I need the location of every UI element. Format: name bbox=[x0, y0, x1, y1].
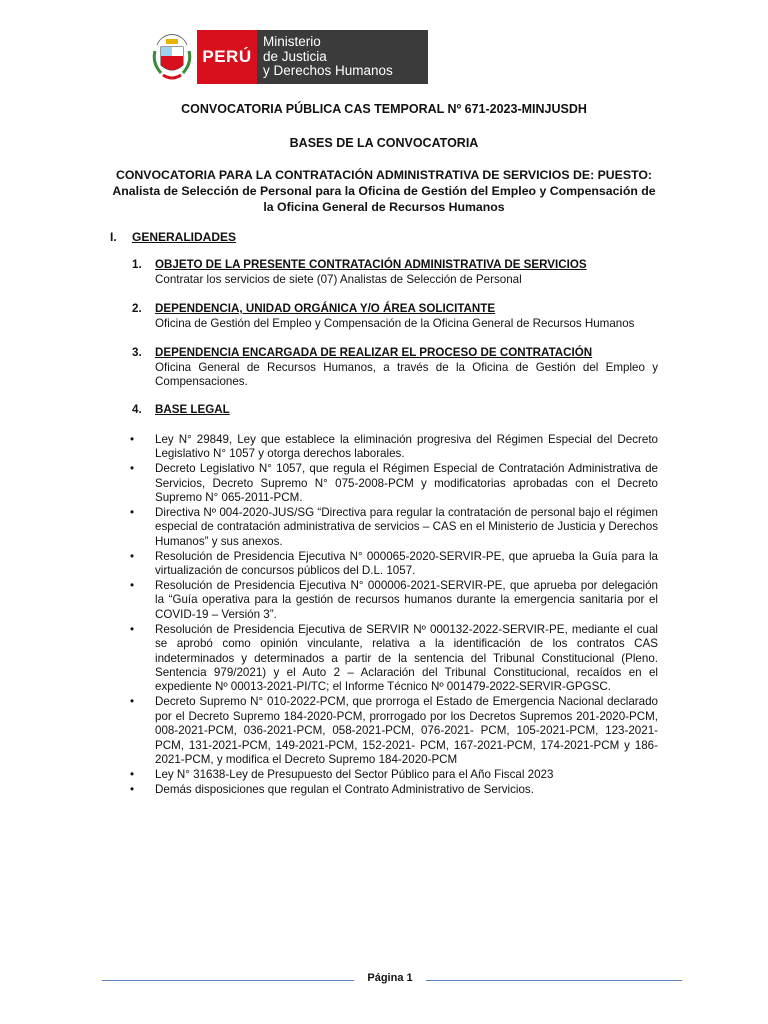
item-heading: BASE LEGAL bbox=[155, 403, 230, 416]
item-body: Oficina General de Recursos Humanos, a través de la Oficina de Gestión del Empleo y Compensaciones. bbox=[155, 360, 658, 388]
bullet-text: Resolución de Presidencia Ejecutiva de SERVIR Nº 000132-2022-SERVIR-PE, mediante el cual se aprobó como opinión vinculante, relativa a la identificación de los contratos CAS indeterminados y determinados a partir de la sentencia del Tribunal Constitucional (Pleno. Sentencia 979/2021) y el Auto 2 – Aclaración del Tribunal Constitucional, recaídos en el expediente Nº 00013-2021-PI/TC; el Informe Técnico Nº 001479-2022-SERVIR-GPGSC. bbox=[155, 622, 658, 694]
section-heading bbox=[110, 230, 236, 244]
document-subtitle: BASES DE LA CONVOCATORIA bbox=[289, 136, 479, 150]
bullet-text: Ley N° 31638-Ley de Presupuesto del Sector Público para el Año Fiscal 2023 bbox=[155, 767, 554, 781]
item-heading: DEPENDENCIA ENCARGADA DE REALIZAR EL PROCESO DE CONTRATACIÓN bbox=[155, 346, 593, 359]
ministry-line-2: de Justicia bbox=[263, 48, 327, 64]
item-heading: OBJETO DE LA PRESENTE CONTRATACIÓN ADMINISTRATIVA DE SERVICIOS bbox=[155, 258, 587, 271]
item-number: 3. bbox=[132, 346, 142, 359]
peru-coat-of-arms-icon bbox=[146, 30, 197, 84]
bullet-icon: • bbox=[130, 695, 135, 709]
list-item bbox=[128, 783, 658, 797]
ministry-line-3: y Derechos Humanos bbox=[263, 63, 393, 79]
bullet-text: Ley N° 29849, Ley que establece la eliminación progresiva del Régimen Especial del Decreto Legislativo N° 1057 y otorga derechos laborales. bbox=[155, 433, 658, 461]
bullet-icon: • bbox=[130, 506, 135, 520]
position-title: CONVOCATORIA PARA LA CONTRATACIÓN ADMINISTRATIVA DE SERVICIOS DE: PUESTO: Analista de Selección de Personal para la Oficina de Gestión del Empleo y Compensación de la Oficina General de Recursos Humanos bbox=[112, 168, 656, 214]
list-item bbox=[128, 550, 658, 579]
section-label: GENERALIDADES bbox=[132, 230, 237, 244]
item-number: 4. bbox=[132, 403, 142, 416]
item-body: Oficina de Gestión del Empleo y Compensación de la Oficina General de Recursos Humanos bbox=[155, 316, 635, 330]
item-heading: DEPENDENCIA, UNIDAD ORGÁNICA Y/O ÁREA SOLICITANTE bbox=[155, 302, 496, 315]
bullet-icon: • bbox=[130, 767, 135, 781]
bullet-text: Resolución de Presidencia Ejecutiva N° 000006-2021-SERVIR-PE, que aprueba por delegación la “Guía operativa para la gestión de recursos humanos durante la emergencia sanitaria por el COVID-19 – Versión 3”. bbox=[155, 579, 658, 621]
item-number: 1. bbox=[132, 258, 142, 271]
document-title: CONVOCATORIA PÚBLICA CAS TEMPORAL Nº 671-2023-MINJUSDH bbox=[181, 102, 587, 116]
list-item bbox=[132, 346, 658, 390]
list-item bbox=[128, 768, 658, 782]
list-item bbox=[132, 258, 658, 287]
list-item bbox=[128, 462, 658, 505]
bullet-icon: • bbox=[130, 622, 135, 636]
page-number: Página 1 bbox=[354, 972, 426, 984]
legal-basis-list bbox=[128, 433, 658, 798]
bullet-text: Directiva Nº 004-2020-JUS/SG “Directiva para regular la contratación de personal bajo el régimen especial de contratación administrativa de servicios – CAS en el Ministerio de Justicia y Derechos Humanos” y sus anexos. bbox=[155, 506, 658, 548]
bullet-icon: • bbox=[130, 782, 135, 796]
ministry-logo-header bbox=[146, 30, 428, 84]
bullet-icon: • bbox=[130, 462, 135, 476]
list-item bbox=[128, 695, 658, 767]
ministry-name bbox=[257, 30, 428, 84]
bullet-text: Demás disposiciones que regulan el Contrato Administrativo de Servicios. bbox=[155, 782, 534, 796]
item-number: 2. bbox=[132, 302, 142, 315]
section-number: I. bbox=[110, 230, 117, 244]
bullet-icon: • bbox=[130, 433, 135, 446]
bullet-text: Decreto Supremo N° 010-2022-PCM, que prorroga el Estado de Emergencia Nacional declarado por el Decreto Supremo 184-2020-PCM, prorrogado por los Decretos Supremos 201-2020-PCM, 008-2021-PCM, 036-2021-PCM, 058-2021-PCM, 076-2021- PCM, 105-2021-PCM, 123-2021-PCM, 131-2021-PCM, 149-2021-PCM, 152-2021- PCM, 167-2021-PCM, 174-2021-PCM y 186-2021-PCM, y modifica el Decreto Supremo 184-2020-PCM bbox=[155, 695, 658, 766]
bullet-text: Decreto Legislativo N° 1057, que regula el Régimen Especial de Contratación Administrativa de Servicios, Decreto Supremo N° 075-2008-PCM y modificatorias aprobadas con el Decreto Supremo N° 065-2011-PCM. bbox=[155, 462, 658, 505]
list-item bbox=[128, 579, 658, 622]
list-item bbox=[132, 403, 658, 418]
list-item bbox=[132, 302, 658, 331]
peru-label: PERÚ bbox=[197, 30, 257, 84]
ministry-line-1: Ministerio bbox=[263, 34, 321, 50]
list-item bbox=[128, 506, 658, 549]
bullet-text: Resolución de Presidencia Ejecutiva N° 000065-2020-SERVIR-PE, que aprueba la Guía para la virtualización de concursos públicos del D.L. 1057. bbox=[155, 549, 658, 578]
list-item bbox=[128, 433, 658, 462]
bullet-icon: • bbox=[130, 579, 135, 593]
list-item bbox=[128, 623, 658, 695]
bullet-icon: • bbox=[130, 549, 135, 563]
item-body: Contratar los servicios de siete (07) Analistas de Selección de Personal bbox=[155, 272, 522, 286]
